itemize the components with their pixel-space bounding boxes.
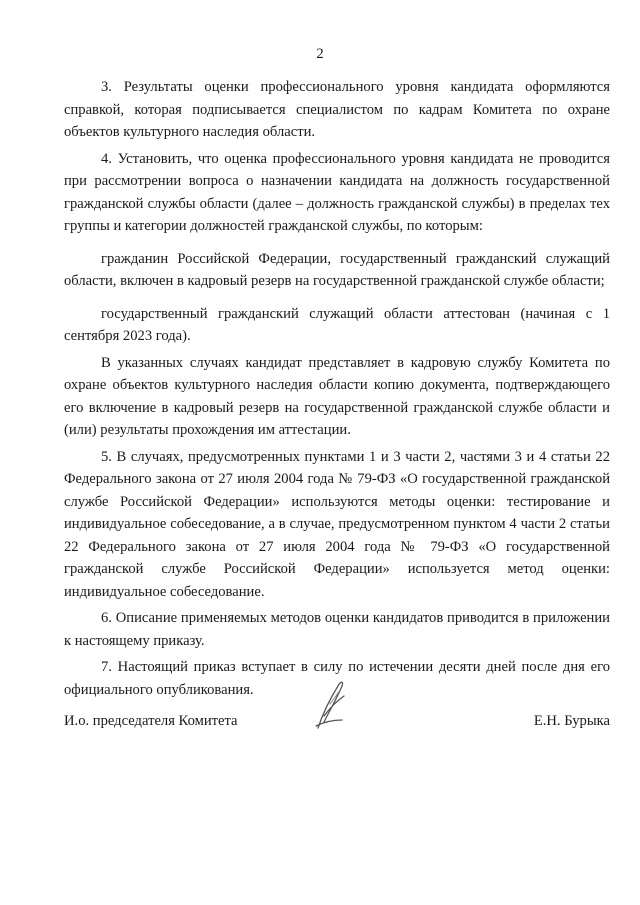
handwritten-signature-icon <box>304 676 352 734</box>
paragraph-exemption-attested: государственный гражданский служащий области аттестован (начиная с 1 сентября 2023 года). <box>64 305 610 344</box>
paragraph-submission-documents: В указанных случаях кандидат представляет в кадровую службу Комитета по охране объектов культурного наследия области копию документа, подтверждающего его включение в кадровый резерв на государственной гражданской службе области и (или) результаты прохождения им аттестации. <box>64 354 610 438</box>
paragraph-4-exemptions: 4. Установить, что оценка профессионального уровня кандидата не проводится при рассмотрении вопроса о назначении кандидата на должность государственной гражданской службы области (далее – должность гражданской службы) в пределах тех группы и категории должностей гражданской службы, по которым: <box>64 150 610 234</box>
signature-block <box>64 710 610 734</box>
signer-name: Е.Н. Бурыка <box>533 713 610 729</box>
paragraph-exemption-reserve: гражданин Российской Федерации, государственный гражданский служащий области, включен в кадровый резерв на государственной гражданской службе области; <box>64 250 610 289</box>
paragraph-3-assessment-certificate: 3. Результаты оценки профессионального уровня кандидата оформляются справкой, которая подписывается специалистом по кадрам Комитета по охране объектов культурного наследия области. <box>64 79 610 140</box>
page-number: 2 <box>316 46 324 62</box>
signer-title: И.о. председателя Комитета <box>64 713 238 729</box>
paragraph-5-assessment-methods: 5. В случаях, предусмотренных пунктами 1 и 3 части 2, частями 3 и 4 статьи 22 Федерального закона от 27 июля 2004 года № 79-ФЗ «О государственной гражданской службе Российской Федерации» используются методы оценки: тестирование и индивидуальное собеседование, а в случае, предусмотренном пунктом 4 части 2 статьи 22 Федерального закона от 27 июля 2004 года № 79-ФЗ «О государственной гражданской службе Российской Федерации» используется метод оценки: индивидуальное собеседование. <box>64 448 610 600</box>
paragraph-7-entry-into-force: 7. Настоящий приказ вступает в силу по истечении десяти дней после дня его официального опубликования. <box>64 659 610 698</box>
paragraph-6-methods-description: 6. Описание применяемых методов оценки кандидатов приводится в приложении к настоящему приказу. <box>64 610 610 649</box>
document-body <box>64 76 610 701</box>
